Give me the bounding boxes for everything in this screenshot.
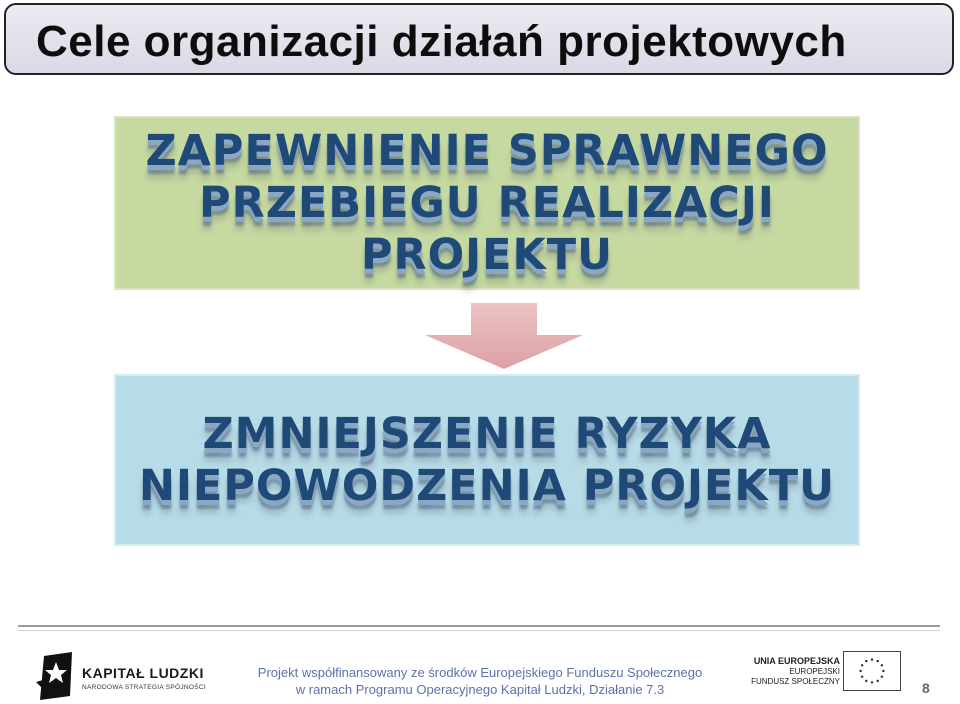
footer-funding-line-1: Projekt współfinansowany ze środków Europejskiego Funduszu Społecznego <box>257 665 703 680</box>
eu-star-icon <box>871 658 873 660</box>
eu-star-icon <box>859 670 861 672</box>
goal-box-top-text <box>145 125 828 281</box>
slide-title: Cele organizacji działań projektowych <box>36 17 847 66</box>
eu-star-icon <box>871 681 873 683</box>
goal-box-bottom-text <box>139 408 835 512</box>
eu-star-icon <box>881 664 883 666</box>
eu-star-icon <box>865 660 867 662</box>
kapital-ludzki-subtitle: NARODOWA STRATEGIA SPÓJNOŚCI <box>82 684 206 691</box>
eu-label-line-3: FUNDUSZ SPOŁECZNY <box>751 677 840 686</box>
footer-funding-text <box>250 664 710 698</box>
goal-bottom-line-2: NIEPOWODZENIA PROJEKTU <box>138 461 836 511</box>
kapital-ludzki-name: KAPITAŁ LUDZKI <box>82 665 204 681</box>
eu-star-icon <box>861 675 863 677</box>
goal-top-line-3: PROJEKTU <box>360 230 614 280</box>
title-box <box>4 3 954 75</box>
goal-top-line-2: PRZEBIEGU REALIZACJI <box>199 178 775 228</box>
footer-divider-thin <box>18 630 940 631</box>
eu-star-icon <box>865 680 867 682</box>
page-number: 8 <box>922 680 930 696</box>
eu-label <box>751 656 840 687</box>
footer-divider <box>18 625 940 627</box>
eu-star-icon <box>882 670 884 672</box>
goal-bottom-line-1: ZMNIEJSZENIE RYZYKA <box>202 409 772 459</box>
eu-label-line-1: UNIA EUROPEJSKA <box>753 656 840 666</box>
eu-label-line-2: EUROPEJSKI <box>789 667 840 676</box>
eu-flag-icon <box>843 651 901 691</box>
eu-star-icon <box>876 660 878 662</box>
eu-star-icon <box>876 680 878 682</box>
goal-top-line-1: ZAPEWNIENIE SPRAWNEGO <box>145 126 829 176</box>
goal-box-top <box>114 116 860 290</box>
eu-star-icon <box>881 675 883 677</box>
kapital-ludzki-logo-icon <box>36 652 76 700</box>
goal-box-bottom <box>114 374 860 546</box>
eu-star-icon <box>861 664 863 666</box>
footer-funding-line-2: w ramach Programu Operacyjnego Kapitał Ludzki, Działanie 7.3 <box>295 682 665 697</box>
down-arrow-icon <box>416 302 592 372</box>
